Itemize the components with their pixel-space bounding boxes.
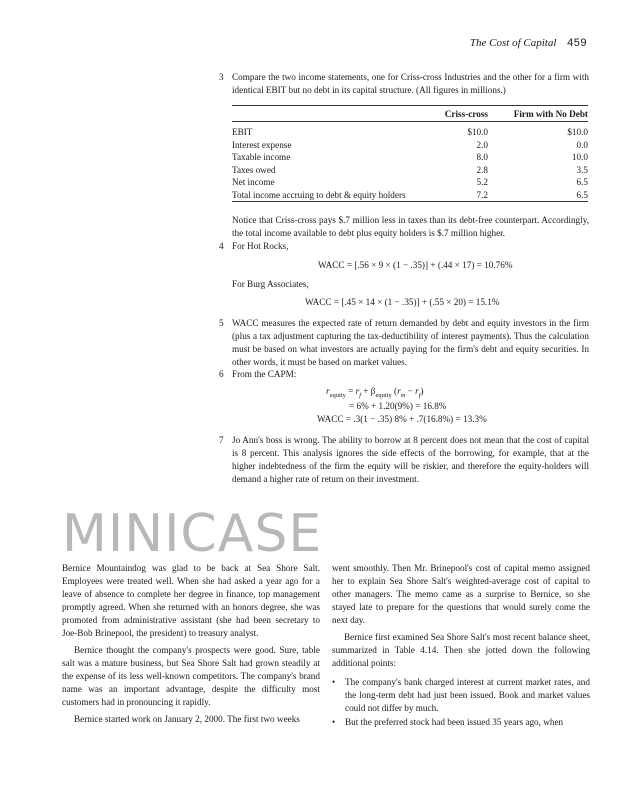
page-number: 459 <box>567 37 587 49</box>
cell-no-debt: 0.0 <box>576 139 588 150</box>
answer-7-text: Jo Ann's boss is wrong. The ability to borrow at 8 percent does not mean that the cost of capital is 8 percent. This analysis ignores the side effects of the borrowing, for example, that at the higher indebtedness of the firm the equity will be riskier, and therefore the equity-holders will demand a higher rate of return on their investment. <box>232 435 589 484</box>
row-label: Net income <box>232 177 275 187</box>
col-header-criss-cross: Criss-cross <box>444 109 488 119</box>
cell-no-debt: 3.5 <box>576 164 588 175</box>
answer-3-text: Compare the two income statements, one for Criss-cross Industries and the other for a firm with identical EBIT but no debt in its capital structure. (All figures in millions.) <box>232 72 589 95</box>
answer-3-note <box>219 214 589 240</box>
row-label: Interest expense <box>232 139 292 150</box>
chapter-title: The Cost of Capital <box>469 37 557 49</box>
item-number: 4 <box>219 241 224 251</box>
table-row <box>232 151 588 164</box>
table-row <box>232 121 588 139</box>
list-item: • The company's bank charged interest at current market rates, and the long-term debt had just been issued. Book and market values could not differ by much. <box>332 676 590 715</box>
cell-no-debt: 6.5 <box>576 177 588 187</box>
row-label: Taxes owed <box>232 164 276 175</box>
cell-criss-cross: 7.2 <box>412 189 488 202</box>
minicase-heading: MINICASE <box>62 504 323 564</box>
table-row <box>232 139 588 152</box>
item-number: 7 <box>219 435 224 445</box>
item-number: 3 <box>219 72 224 82</box>
cell-criss-cross: 8.0 <box>476 152 488 162</box>
answer-5-text: WACC measures the expected rate of return demanded by debt and equity investors in the firm (plus a tax adjustment capturing the tax-deductibility of interest payments). Thus the calculation must be based on what investors are actually paying for the firm's debt and equity securities. In other words, it must be based on market values. <box>232 318 589 367</box>
answer-4-intro: For Hot Rocks, <box>232 241 289 251</box>
item-number: 5 <box>219 318 224 328</box>
capm-result: = 6% + 1.20(9%) = 16.8% <box>349 401 447 411</box>
table-row <box>232 189 588 202</box>
table-top-rule <box>232 105 588 106</box>
minicase-right-column <box>332 562 590 730</box>
cell-criss-cross: 5.2 <box>476 177 488 187</box>
equation-burg-associates: WACC = [.45 × 14 × (1 − .35)] + (.55 × 20) = 15.1% <box>305 297 500 307</box>
answer-3-note-text: Notice that Criss-cross pays $.7 million less in taxes than its debt-free counterpart. Accordingly, the total income available to debt plus equity holders is $.7 million higher. <box>232 215 589 238</box>
paragraph: Bernice Mountaindog was glad to be back at Sea Shore Salt. Employees were treated well. When she had asked a year ago for a leave of absence to complete her degree in finance, top management promptly agreed. When she returned with an honors degree, she was promoted from administrative assistant (she had been secretary to Joe-Bob Brinepool, the president) to treasury analyst. <box>62 563 320 638</box>
cell-no-debt: 10.0 <box>571 152 588 162</box>
paragraph: Bernice started work on January 2, 2000. The first two weeks <box>74 714 300 724</box>
table-row <box>232 164 588 177</box>
cell-no-debt: 6.5 <box>488 189 588 202</box>
cell-criss-cross: 2.8 <box>476 164 488 175</box>
cell-criss-cross: 2.0 <box>476 139 488 150</box>
paragraph: went smoothly. Then Mr. Brinepool's cost of capital memo assigned her to explain Sea Shore Salt's weighted-average cost of capital to other managers. The memo came as a surprise to Bernice, so she stayed late to prepare for the questions that would surely come the next day. <box>332 563 590 625</box>
wacc-equation: WACC = .3(1 − .35) 8% + .7(16.8%) = 13.3% <box>317 414 487 424</box>
bullet-list <box>332 676 590 729</box>
list-item: • But the preferred stock had been issued 35 years ago, when <box>332 716 590 729</box>
paragraph: Bernice first examined Sea Shore Salt's most recent balance sheet, summarized in Table 4.14. Then she jotted down the following additional points: <box>332 632 590 668</box>
answer-3 <box>219 71 589 97</box>
answer-7 <box>219 434 589 486</box>
income-statement-table <box>232 108 588 202</box>
table-row <box>232 176 588 189</box>
row-label: EBIT <box>232 126 253 137</box>
answer-4 <box>219 240 589 253</box>
answer-6-text: From the CAPM: <box>232 369 297 379</box>
minicase-left-column <box>62 562 320 726</box>
running-head <box>470 37 587 49</box>
equation-hot-rocks: WACC = [.56 × 9 × (1 − .35)] + (.44 × 17) = 10.76% <box>318 260 513 270</box>
item-number: 6 <box>219 369 224 379</box>
answer-4-intro-2: For Burg Associates, <box>232 279 309 289</box>
table-header-row <box>232 108 588 121</box>
cell-criss-cross: $10.0 <box>467 126 488 137</box>
paragraph: Bernice thought the company's prospects were good. Sure, table salt was a mature business, but Sea Shore Salt had grown steadily at the expense of its less well-known competitors. The company's brand name was an important advantage, despite the difficulty most customers had in pronouncing it rapidly. <box>62 645 320 707</box>
row-label: Taxable income <box>232 152 291 162</box>
answer-4-part-2 <box>219 278 589 291</box>
col-header-no-debt: Firm with No Debt <box>513 109 588 119</box>
cell-no-debt: $10.0 <box>567 126 588 137</box>
answer-6 <box>219 368 589 381</box>
capm-equation: $r_{equity} = r_f + \beta_{equity}$ $(r_m - r_f)$ <box>326 386 424 399</box>
answer-5 <box>219 317 589 369</box>
row-label: Total income accruing to debt & equity holders <box>232 189 412 202</box>
